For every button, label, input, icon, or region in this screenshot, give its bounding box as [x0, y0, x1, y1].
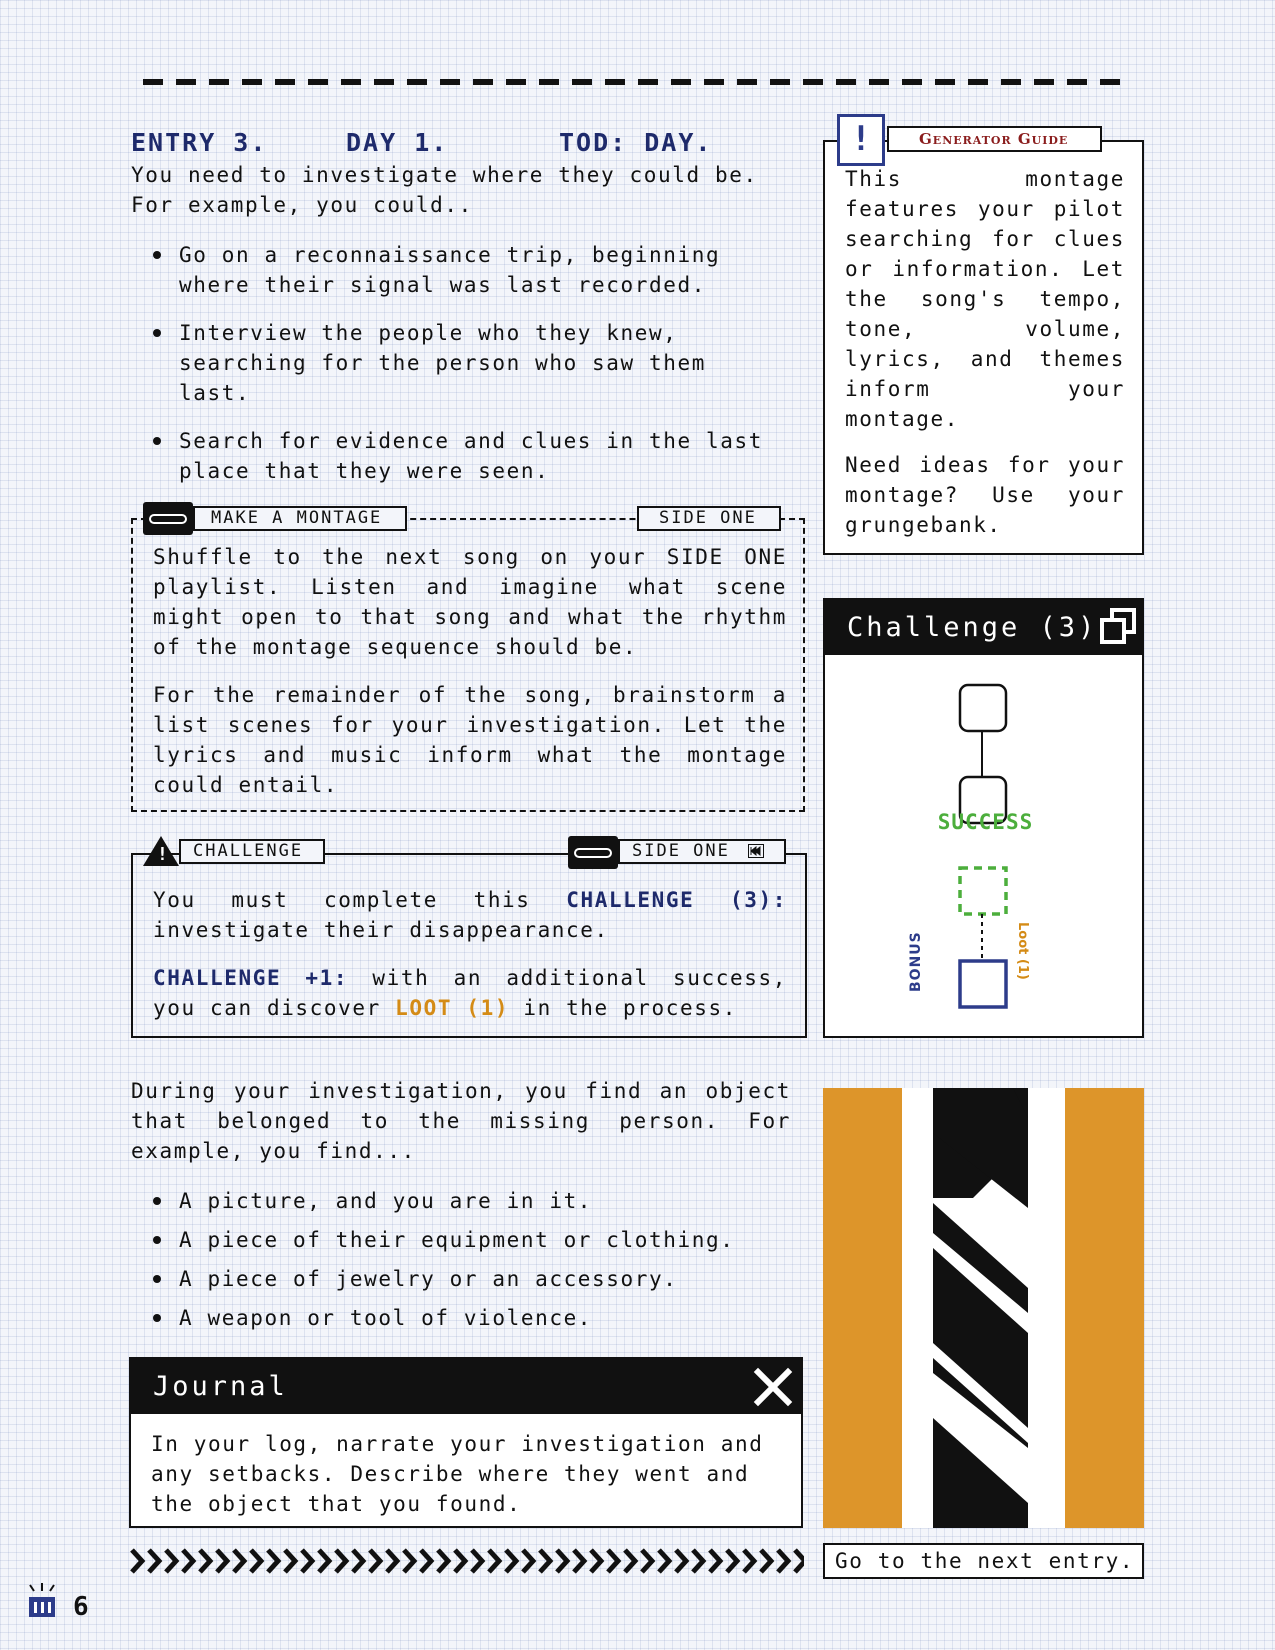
bonus-label: BONUS: [908, 931, 924, 992]
day-label: DAY 1.: [346, 128, 449, 157]
found-list: [131, 1186, 771, 1342]
challenge-box-1: [960, 685, 1006, 731]
challenge-track-header: [825, 600, 1142, 655]
warning-mark: !: [157, 844, 168, 865]
challenge-bonus-paragraph: [153, 963, 787, 1023]
cassette-icon: [568, 836, 618, 869]
challenge-text: in the process.: [509, 996, 737, 1020]
generator-paragraph: Need ideas for your montage? Use your grungebank.: [845, 453, 1125, 537]
challenge-side-tag: [618, 839, 786, 864]
challenge-text: with an additional success, you can discover: [153, 966, 787, 1020]
found-intro: [131, 1076, 791, 1166]
decorative-stripe-art: [823, 1088, 1144, 1528]
intro-text: [131, 160, 791, 220]
loot-label: Loot (1): [1015, 922, 1030, 980]
close-icon[interactable]: [753, 1367, 793, 1407]
bonus-box: [960, 961, 1006, 1007]
list-item: Interview the people who they knew, searching for the person who saw them last.: [131, 318, 771, 408]
montage-box: [131, 518, 805, 812]
generator-guide-box: [823, 140, 1144, 555]
challenge-body: [153, 885, 787, 1041]
challenge-track-box: [823, 598, 1144, 1038]
loot-keyword: LOOT (1): [395, 996, 510, 1020]
radio-tower-icon: [26, 1583, 58, 1619]
challenge-text: You must complete this: [153, 888, 567, 912]
montage-body: [153, 542, 787, 818]
challenge-side-label: SIDE ONE: [632, 841, 730, 861]
options-list: [131, 240, 771, 504]
generator-paragraph: This montage features your pilot searching for clues or information. Let the song's tempo, tone, volume, lyrics, and themes inform your montage.: [845, 167, 1125, 431]
page-number: 6: [73, 1592, 89, 1622]
rewind-icon: [748, 844, 764, 858]
intro-line: For example, you could..: [131, 193, 473, 217]
journal-title: Journal: [153, 1371, 288, 1402]
journal-box: [129, 1357, 803, 1528]
challenge-box: [131, 853, 807, 1038]
found-paragraph: During your investigation, you find an object that belonged to the missing person. For example, you find...: [131, 1079, 791, 1163]
entry-number: ENTRY 3.: [131, 128, 268, 157]
list-item: A weapon or tool of violence.: [131, 1303, 771, 1333]
intro-line: You need to investigate where they could be.: [131, 163, 758, 187]
generator-guide-body: [845, 164, 1125, 556]
challenge-track-title: Challenge (3): [847, 612, 1098, 643]
journal-header: [131, 1359, 801, 1414]
success-box: [960, 868, 1006, 914]
journal-body: In your log, narrate your investigation and any setbacks. Describe where they went and the object that you found.: [151, 1432, 764, 1516]
list-item: A piece of jewelry or an accessory.: [131, 1264, 771, 1294]
generator-guide-tag: Generator Guide: [887, 126, 1102, 152]
tod-label: TOD: DAY.: [559, 128, 713, 157]
challenge-tag: CHALLENGE: [179, 839, 325, 864]
next-entry-button[interactable]: Go to the next entry.: [823, 1543, 1144, 1579]
montage-paragraph: Shuffle to the next song on your SIDE ONE playlist. Listen and imagine what scene might open to that song and what the rhythm of the montage sequence should be.: [153, 545, 787, 659]
montage-paragraph: For the remainder of the song, brainstorm a list scenes for your investigation. Let the lyrics and music inform what the montage could entail.: [153, 683, 787, 797]
top-dashed-rule: [143, 79, 1133, 85]
montage-tag: MAKE A MONTAGE: [193, 506, 407, 531]
alert-icon: !: [837, 114, 885, 166]
challenge-text: investigate their disappearance.: [153, 918, 609, 942]
challenge-track-diagram: [825, 655, 1146, 1040]
list-item: Search for evidence and clues in the last place that they were seen.: [131, 426, 771, 486]
chevron-rule: [130, 1547, 804, 1575]
cassette-icon: [143, 502, 193, 535]
list-item: A picture, and you are in it.: [131, 1186, 771, 1216]
success-label: SUCCESS: [937, 810, 1034, 834]
copy-icon: [1098, 606, 1138, 646]
chevron-arrows-icon: [130, 1547, 804, 1575]
montage-side-tag: SIDE ONE: [637, 506, 781, 531]
challenge-plus-keyword: CHALLENGE +1:: [153, 966, 349, 990]
list-item: Go on a reconnaissance trip, beginning where their signal was last recorded.: [131, 240, 771, 300]
challenge-paragraph: [153, 885, 787, 945]
challenge-keyword: CHALLENGE (3):: [566, 888, 788, 912]
list-item: A piece of their equipment or clothing.: [131, 1225, 771, 1255]
